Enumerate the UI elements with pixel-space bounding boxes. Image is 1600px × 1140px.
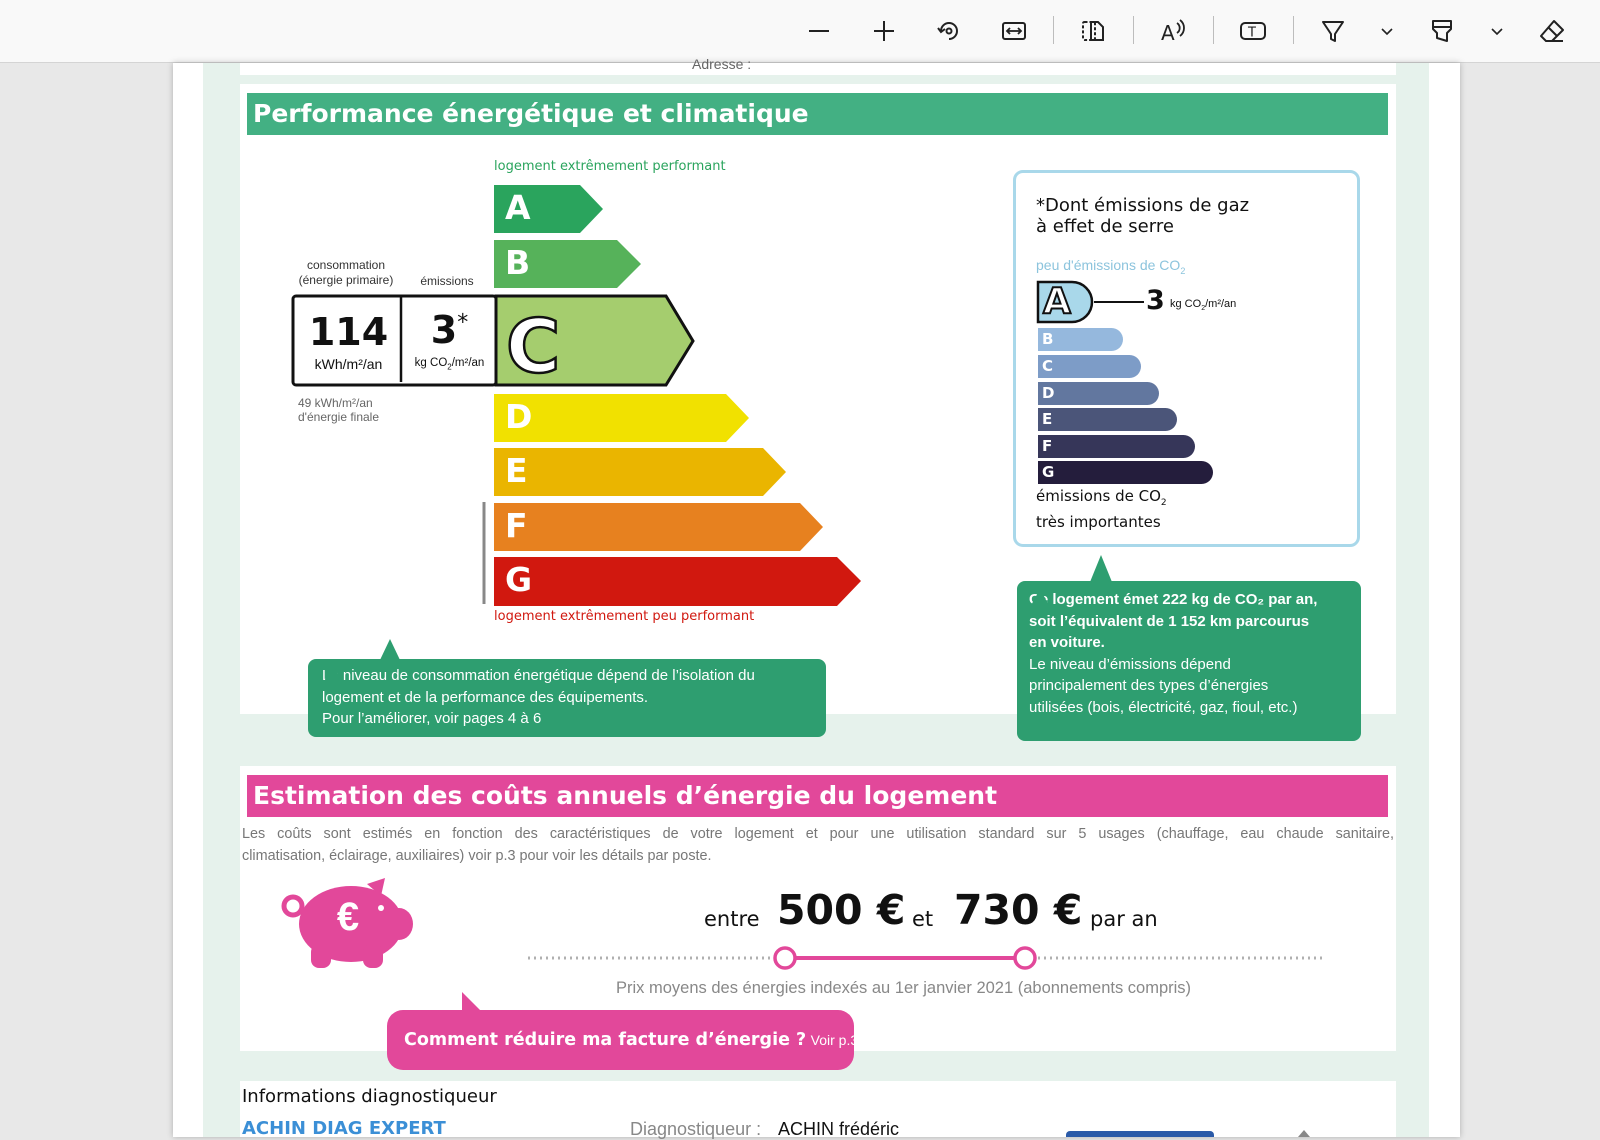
top-caption: logement extrêmement performant [494, 159, 726, 174]
per-year: par an [1090, 907, 1158, 931]
costs-intro-line1: Les coûts sont estimés en fonction des caractéristiques de votre logement et pour une utilisation standard sur 5 usages (chauffage, eau chaude sanitaire, [242, 826, 1394, 842]
word-and: et [912, 907, 934, 931]
co2-current-value: 3 [1146, 285, 1165, 316]
class-arrow-f [494, 503, 823, 551]
costs-intro-line2: climatisation, éclairage, auxiliaires) voir p.3 pour voir les détails par poste. [242, 848, 712, 864]
cost-range-line [524, 944, 1332, 972]
prices-note: Prix moyens des énergies indexés au 1er janvier 2021 (abonnements compris) [616, 979, 1192, 997]
diagnostician-label: Diagnostiqueur : [630, 1119, 762, 1139]
scroll-up-icon[interactable] [1298, 1130, 1310, 1137]
tip-bubble[interactable]: Comment réduire ma facture d’énergie ? Voir p.3 [387, 1010, 854, 1070]
svg-text:A: A [1161, 21, 1175, 45]
section-title-costs: Estimation des coûts annuels d’énergie du logement [247, 775, 1388, 817]
callout-emissions: Ce logement émet 222 kg de CO₂ par an, soit l’équivalent de 1 152 km parcourus en voiture. Le niveau d’émissions dépend principalement des types d’énergies utilisées (bois, électricité, gaz, fioul, etc.) [1017, 581, 1361, 741]
class-label-a: A [505, 188, 531, 227]
co2-connector [1094, 301, 1144, 303]
max-cost: 730 € [954, 886, 1083, 934]
consumption-unit: kWh/m²/an [314, 356, 383, 372]
co2-title: *Dont émissions de gaz à effet de serre [1036, 195, 1250, 237]
certification-logo [1066, 1131, 1214, 1137]
class-label-d: D [505, 397, 533, 436]
piggy-euro-symbol: € [336, 895, 360, 939]
consumption-value: 114 [308, 310, 389, 354]
callout-consumption: Le niveau de consommation énergétique dépend de l’isolation du logement et de la performance des équipements. Pour l’améliorer, voir pages 4 à 6 [308, 659, 826, 737]
class-letter-c-big: C [506, 304, 561, 390]
bottom-caption: logement extrêmement peu performant [494, 609, 755, 624]
company-name[interactable]: ACHIN DIAG EXPERT [242, 1118, 446, 1139]
emissions-value: 3* [430, 308, 469, 352]
co2-bar-b: B [1038, 328, 1123, 351]
final-energy: 49 kWh/m²/an d'énergie finale [298, 396, 380, 424]
class-arrow-e [494, 448, 786, 496]
co2-bar-e: E [1038, 408, 1177, 431]
class-label-b: B [505, 243, 531, 282]
co2-bottom-caption: émissions de $CO_2$ très importantes [1036, 487, 1167, 531]
co2-current-class: A [1043, 281, 1071, 322]
class-label-e: E [505, 451, 528, 490]
word-between: entre [704, 907, 760, 931]
section-title-diagnostician: Informations diagnostiqueur [242, 1086, 497, 1107]
diagnostician-name: ACHIN frédéric [778, 1119, 900, 1139]
co2-current-unit: kg $CO_2/m^2/an$ [1170, 298, 1237, 313]
consumption-label: consommation (énergie primaire) [298, 258, 394, 287]
co2-top-caption: peu d'émissions de $CO_2$ [1036, 257, 1186, 276]
co2-bar-d: D [1038, 382, 1159, 405]
class-arrow-g [494, 557, 861, 606]
section-title-performance: Performance énergétique et climatique [247, 93, 1388, 135]
svg-text:T: T [1248, 25, 1256, 41]
callout-pointer-left [380, 639, 400, 660]
co2-bar-c: C [1038, 355, 1141, 378]
class-label-g: G [505, 560, 533, 599]
class-label-f: F [505, 506, 528, 545]
emissions-unit: kg $CO_2/m^2/an$ [414, 357, 485, 372]
co2-bar-g: G [1038, 461, 1213, 484]
co2-bar-f: F [1038, 435, 1195, 458]
min-cost: 500 € [777, 886, 906, 934]
callout-pointer-right [1090, 555, 1112, 582]
emissions-label: émissions [420, 274, 474, 288]
